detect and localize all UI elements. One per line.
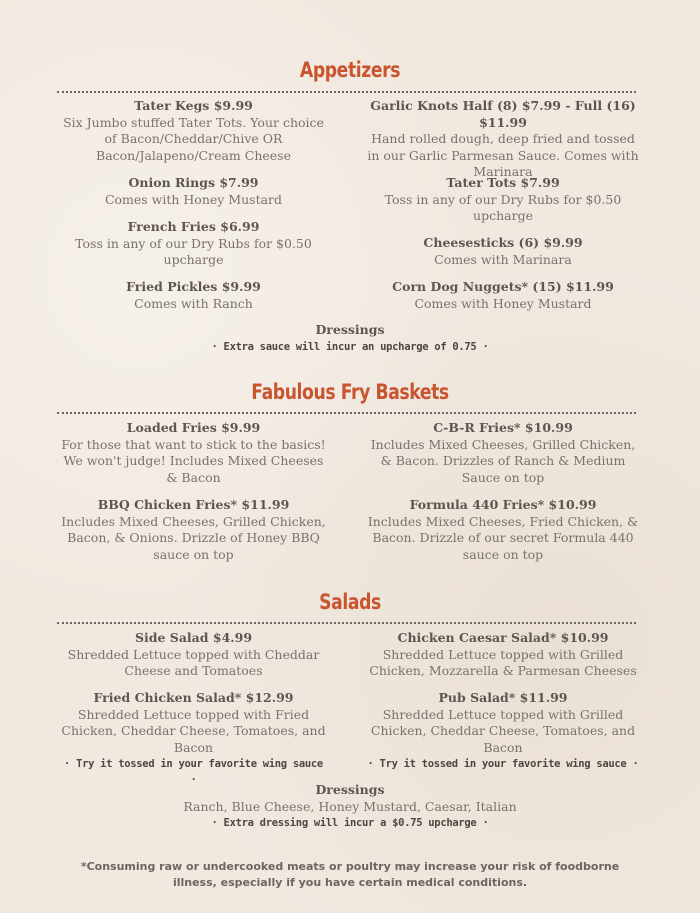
menu-item [367, 420, 639, 486]
item-name: Fried Pickles $9.99 [126, 279, 261, 294]
appetizer-dressings [0, 322, 700, 355]
item-name: Loaded Fries $9.99 [126, 420, 261, 435]
item-name: Onion Rings $7.99 [128, 175, 259, 190]
appetizers-divider [57, 91, 636, 93]
item-description: Shredded Lettuce topped with Grilled Chicken, Mozzarella & Parmesan Cheeses [369, 646, 637, 678]
item-description: Comes with Honey Mustard [414, 295, 592, 311]
salad-dressings [0, 782, 700, 831]
menu-item [60, 420, 327, 486]
menu-item [60, 219, 327, 269]
item-name: Chicken Caesar Salad* $10.99 [397, 630, 609, 645]
salads-divider [57, 622, 636, 624]
item-name: Tater Kegs $9.99 [134, 98, 253, 113]
item-name: Fried Chicken Salad* $12.99 [93, 690, 294, 705]
item-description: Six Jumbo stuffed Tater Tots. Your choice of Bacon/Cheddar/Chive OR Bacon/Jalapeno/Cream Cheese [63, 114, 324, 163]
fry-baskets-divider [57, 412, 636, 414]
item-description: Toss in any of our Dry Rubs for $0.50 upcharge [384, 191, 622, 223]
item-description: Includes Mixed Cheeses, Grilled Chicken, Bacon, & Onions. Drizzle of Honey BBQ sauce on top [61, 513, 326, 562]
item-description: Shredded Lettuce topped with Fried Chicken, Cheddar Cheese, Tomatoes, and Bacon [61, 706, 326, 755]
menu-item [367, 98, 639, 181]
item-description: For those that want to stick to the basics! We won't judge! Includes Mixed Cheeses & Bacon [61, 436, 326, 485]
item-description: Hand rolled dough, deep fried and tossed in our Garlic Parmesan Sauce. Comes with Marinara [367, 131, 639, 179]
menu-item [367, 497, 639, 563]
item-description: Toss in any of our Dry Rubs for $0.50 upcharge [75, 235, 312, 267]
item-note: · Try it tossed in your favorite wing sauce · [64, 758, 323, 786]
item-name: Side Salad $4.99 [134, 630, 253, 645]
menu-item [60, 497, 327, 563]
item-name: Cheesesticks (6) $9.99 [423, 235, 583, 250]
menu-item [367, 235, 639, 268]
item-description: Includes Mixed Cheeses, Grilled Chicken, & Bacon. Drizzles of Ranch & Medium Sauce on top [370, 436, 636, 485]
item-description: Comes with Ranch [134, 295, 253, 311]
menu-item [60, 690, 327, 788]
item-name: Pub Salad* $11.99 [438, 690, 568, 705]
salads-title: Salads [319, 590, 381, 614]
item-name: C-B-R Fries* $10.99 [433, 420, 573, 435]
item-name: French Fries $6.99 [127, 219, 260, 234]
menu-item [367, 175, 639, 225]
appetizers-title: Appetizers [299, 58, 401, 82]
item-name: Tater Tots $7.99 [446, 175, 560, 190]
item-description: Shredded Lettuce topped with Grilled Chicken, Cheddar Cheese, Tomatoes, and Bacon [370, 706, 636, 755]
item-name: Corn Dog Nuggets* (15) $11.99 [392, 279, 614, 294]
menu-item [367, 690, 639, 772]
menu-item [60, 98, 327, 164]
foodborne-disclaimer: *Consuming raw or undercooked meats or poultry may increase your risk of foodborne illness, especially if you have certain medical conditions. [80, 860, 620, 889]
dressings-note: · Extra dressing will incur a $0.75 upcharge · [211, 817, 489, 829]
menu-item [60, 175, 327, 208]
dressings-list: Ranch, Blue Cheese, Honey Mustard, Caesar, Italian [183, 798, 517, 814]
menu-item [60, 279, 327, 312]
menu-item [367, 630, 639, 680]
dressings-note: · Extra sauce will incur an upcharge of 0.75 · [211, 340, 489, 353]
menu-item [367, 279, 639, 312]
item-name: BBQ Chicken Fries* $11.99 [97, 497, 290, 512]
item-description: Comes with Marinara [434, 251, 572, 267]
item-note: · Try it tossed in your favorite wing sauce · [367, 758, 639, 770]
item-name: Formula 440 Fries* $10.99 [409, 497, 597, 512]
dressings-label: Dressings [315, 322, 385, 337]
item-description: Includes Mixed Cheeses, Fried Chicken, & Bacon. Drizzle of our secret Formula 440 sauce on top [367, 513, 639, 562]
item-description: Shredded Lettuce topped with Cheddar Cheese and Tomatoes [67, 646, 320, 678]
item-name: Garlic Knots Half (8) $7.99 - Full (16) $11.99 [370, 98, 636, 130]
item-description: Comes with Honey Mustard [104, 191, 283, 207]
menu-item [60, 630, 327, 680]
fry-baskets-title: Fabulous Fry Baskets [251, 380, 449, 404]
dressings-label: Dressings [315, 782, 385, 797]
